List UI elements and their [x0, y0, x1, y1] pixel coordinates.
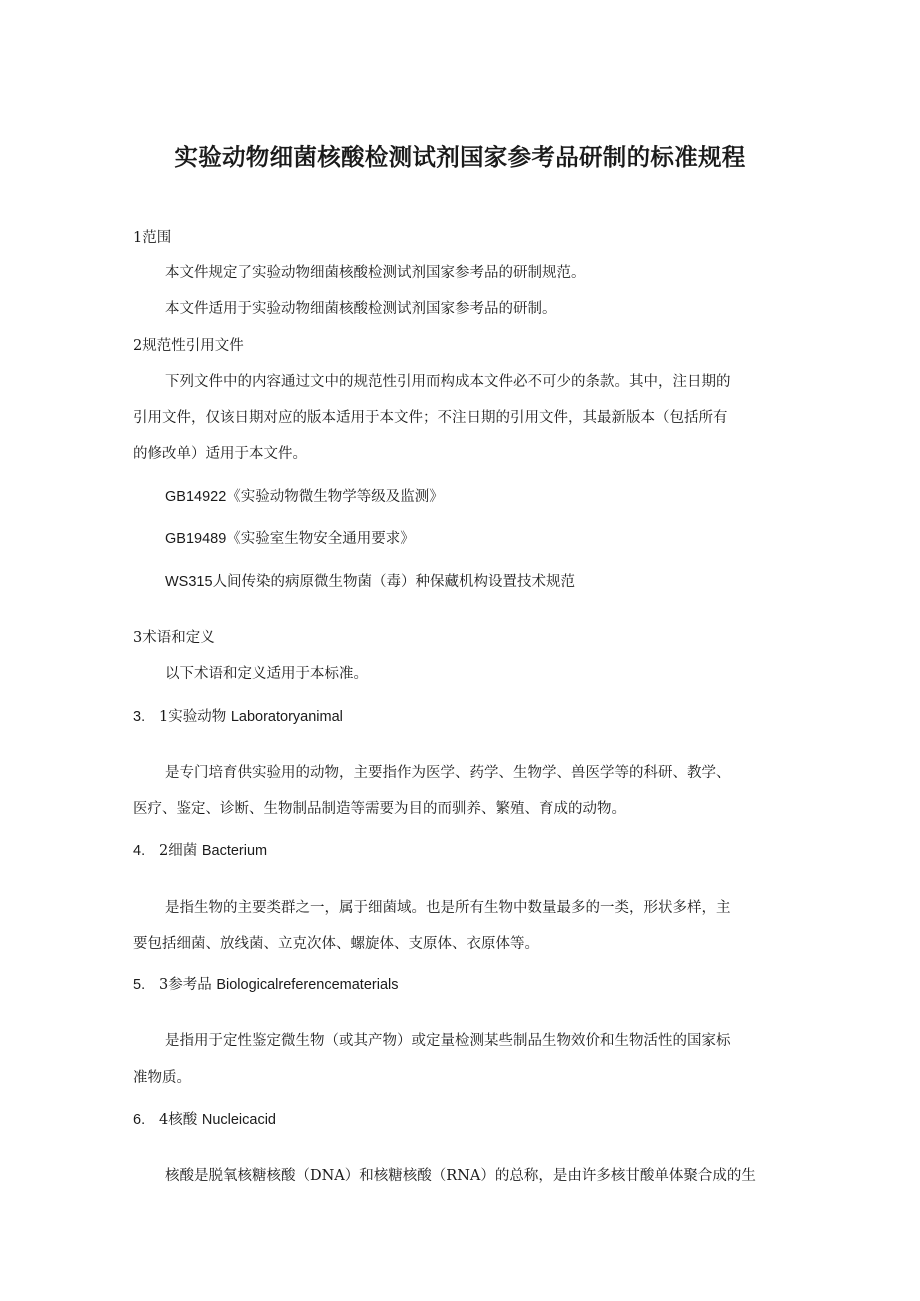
reference-item	[165, 572, 575, 592]
document-title: 实验动物细菌核酸检测试剂国家参考品研制的标准规程	[174, 143, 746, 171]
scope-paragraph-2: 本文件适用于实验动物细菌核酸检测试剂国家参考品的研制。	[165, 301, 557, 317]
term-definition-line-1: 核酸是脱氧核糖核酸（DNA）和核糖核酸（RNA）的总称，是由许多核甘酸单体聚合成的生	[165, 1168, 756, 1184]
term-label: 3参考品 Biologicalreferencematerials	[159, 977, 399, 993]
term-english: Laboratoryanimal	[230, 709, 343, 725]
term-label: 2细菌 Bacterium	[159, 843, 268, 859]
term-heading	[133, 707, 343, 727]
term-english: Biologicalreferencematerials	[216, 977, 399, 993]
term-definition-line-1: 是指用于定性鉴定微生物（或其产物）或定量检测某些制品生物效价和生物活性的国家标	[165, 1033, 731, 1049]
references-intro-line-3: 的修改单）适用于本文件。	[133, 446, 307, 462]
term-number: 4.	[133, 843, 146, 859]
terms-intro: 以下术语和定义适用于本标准。	[165, 666, 368, 682]
term-number: 6.	[133, 1112, 146, 1128]
term-definition-line-2: 要包括细菌、放线菌、立克次体、螺旋体、支原体、衣原体等。	[133, 936, 539, 952]
section-heading-scope: 1范围	[133, 230, 172, 246]
references-intro-line-1: 下列文件中的内容通过文中的规范性引用而构成本文件必不可少的条款。其中，注日期的	[165, 374, 731, 390]
term-label: 4核酸 Nucleicacid	[159, 1112, 276, 1128]
term-heading	[133, 975, 399, 995]
reference-code: GB19489	[165, 531, 227, 547]
reference-title: 《实验动物微生物学等级及监测》	[226, 489, 444, 505]
reference-item	[165, 529, 415, 549]
term-heading	[133, 841, 267, 861]
references-intro-line-2: 引用文件，仅该日期对应的版本适用于本文件；不注日期的引用文件，其最新版本（包括所有	[133, 410, 728, 426]
term-number: 3.	[133, 709, 146, 725]
term-definition-line-1: 是专门培育供实验用的动物，主要指作为医学、药学、生物学、兽医学等的科研、教学、	[165, 765, 731, 781]
term-label: 1实验动物 Laboratoryanimal	[159, 709, 343, 725]
reference-item	[165, 487, 444, 507]
term-number: 5.	[133, 977, 146, 993]
reference-code: GB14922	[165, 489, 227, 505]
term-definition-line-2: 医疗、鉴定、诊断、生物制品制造等需要为目的而驯养、繁殖、育成的动物。	[133, 801, 626, 817]
reference-code: WS315	[165, 574, 213, 590]
term-definition-line-1: 是指生物的主要类群之一，属于细菌域。也是所有生物中数量最多的一类，形状多样，主	[165, 900, 731, 916]
scope-paragraph-1: 本文件规定了实验动物细菌核酸检测试剂国家参考品的研制规范。	[165, 265, 586, 281]
reference-title: 人间传染的病原微生物菌（毒）种保藏机构设置技术规范	[212, 574, 576, 590]
section-heading-normative-references: 2规范性引用文件	[133, 338, 244, 354]
term-english: Bacterium	[201, 843, 268, 859]
term-english: Nucleicacid	[201, 1112, 276, 1128]
reference-title: 《实验室生物安全通用要求》	[226, 531, 415, 547]
term-heading	[133, 1110, 276, 1130]
term-definition-line-2: 准物质。	[133, 1070, 191, 1086]
section-heading-terms-and-definitions: 3术语和定义	[133, 630, 215, 646]
